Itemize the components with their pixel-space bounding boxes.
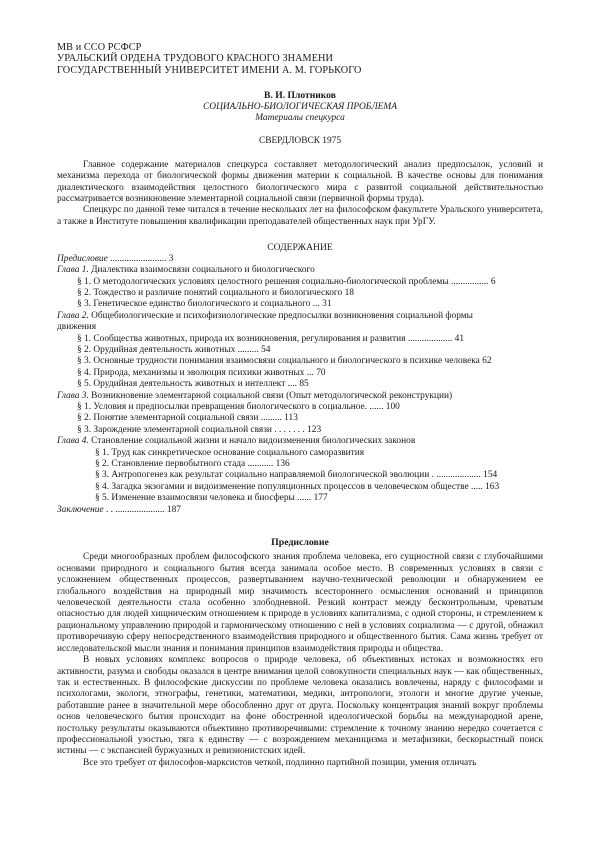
toc-entry-text: § 4. Загадка экзогамии и видоизменение популяционных процессов в человеческом обществе ..... 163 (95, 481, 500, 492)
toc-entry (57, 505, 543, 516)
toc-entry-text: ........................ 3 (107, 253, 174, 264)
toc-entry-text: § 1. Сообщества животных, природа их возникновения, регулирования и развития ................... 41 (77, 333, 465, 344)
toc-entry-text: § 3. Зарождение элементарной социальной связи . . . . . . . 123 (77, 424, 322, 435)
preface-paragraph: В новых условиях комплекс вопросов о природе человека, об объективных истоках и возможностях его активности, разума и свободы оказался в центре внимания целой совокупности специальных наук — как общественных, так и естественных. В философские дискуссии по проблеме человека оказались вовлечены, наряду с философами и психологами, экологи, этнографы, генетики, математики, медики, антропологи, этологи и многие другие ученые, работавшие ранее в значительной мере обособленно друг от друга. Поскольку концентрация знаний вокруг проблемы основ человеческого бытия происходит на фоне обостренной идеологической борьбы на международной арене, постольку результаты оказываются объективно противоречивыми: стремление к точному знанию нередко сочетается с профессиональной узостью, тяга к единству — с возрождением механицизма и метафизики, бескорыстный поиск истины — с экспансией буржуазных и ревизионистских идей. (57, 655, 543, 757)
toc-entry (57, 265, 543, 276)
toc-entry-lead: Глава 2. (57, 310, 89, 321)
toc-entry (57, 413, 543, 424)
toc-entry (57, 391, 543, 402)
toc-title: СОДЕРЖАНИЕ (267, 242, 333, 254)
toc-entry-text: § 1. О методологических условиях целостного решения социально-биологической проблемы ................ 6 (77, 276, 496, 287)
toc-entry-text: Возникновение элементарной социальной связи (Опыт методологической реконструкции) (88, 390, 453, 401)
toc-entry-text: § 3. Антропогенез как результат социально направляемой биологической эволюции . ................... 154 (95, 470, 498, 481)
publisher-header (57, 42, 543, 76)
toc-entry-text: § 3. Генетическое единство биологического и социального ... 31 (77, 299, 332, 310)
toc-entry-text: § 3. Основные трудности понимания взаимосвязи социального и биологического в психике человека 62 (77, 356, 492, 367)
toc-entry (57, 402, 543, 413)
toc-entry (57, 482, 543, 493)
abstract (57, 160, 543, 228)
toc-entry-text: § 1. Условия и предпосылки превращения биологического в социальное. ...... 100 (77, 401, 400, 412)
toc-entry (57, 448, 543, 459)
toc-entry (57, 277, 543, 288)
toc-entry-text: Общебиологические и психофизиологические предпосылки возникновения социальной формы (88, 310, 473, 321)
toc-entry-text: Становление социальной жизни и начало видоизменения биологических законов (88, 436, 416, 447)
toc-entry (57, 299, 543, 310)
header-line-ministry: МВ и ССО РСФСР (57, 42, 142, 53)
toc-entry (57, 470, 543, 481)
toc-entry-text: § 5. Орудийная деятельность животных и интеллект .... 85 (77, 379, 309, 390)
abstract-paragraph: Главное содержание материалов спецкурса составляет методологический анализ предпосылок, условий и механизма перехода от биологической формы движения материи к социальной. В качестве основы для понимания диалектического взаимодействия целостного биологического мира с развитой социальной действительностью рассматривается возникновение элементарной социальной связи (первичной формы труда). (57, 159, 543, 205)
preface-body (57, 552, 543, 769)
toc-entry-text: § 4. Природа, механизмы и эволюция психики животных ... 70 (77, 367, 326, 378)
preface-paragraph: Все это требует от философов-марксистов четкой, подлинно партийной позиции, умения отличать (83, 757, 477, 768)
toc-entry-lead: Глава 3. (57, 390, 89, 401)
toc-entry-text: § 2. Орудийная деятельность животных ......... 54 (77, 344, 271, 355)
toc-entry-text: . . ..................... 187 (103, 504, 181, 515)
header-line-university-name: ГОСУДАРСТВЕННЫЙ УНИВЕРСИТЕТ ИМЕНИ А. М. ГОРЬКОГО (57, 64, 362, 76)
toc-entry (57, 334, 543, 345)
toc-entry-lead: Глава 1. (57, 265, 89, 276)
table-of-contents (57, 254, 543, 516)
toc-entry (57, 368, 543, 379)
city-year: СВЕРДЛОВСК 1975 (258, 136, 342, 147)
author-name: В. И. Плотников (264, 90, 336, 102)
toc-entry (57, 288, 543, 299)
abstract-paragraph: Спецкурс по данной теме читался в течение нескольких лет на философском факультете Уральского университета, а также в Институте повышения квалификации преподавателей общественных наук при УрГУ. (57, 205, 543, 227)
toc-entry-text: § 2. Тождество и различие понятий социального и биологического 18 (77, 287, 354, 298)
toc-entry-text: движения (57, 322, 97, 333)
toc-entry-text: Диалектика взаимосвязи социального и биологического (88, 265, 315, 276)
preface-paragraph: Среди многообразных проблем философского знания проблема человека, его сущностной связи с глубочайшими основами природного и социального бытия всегда занимала особое место. В современных условиях в связи с усложнением общественных процессов, развертыванием научно-технической революции и обнаружением ее глобального воздействия на природный мир значимость всестороннего осмысления оснований и принципов человеческой деятельности стала особенно злободневной. Резкий контраст между бесконтрольным, чреватым опасностью для людей хищническим отношением к природе в условиях капитализма, с одной стороны, и стремлением к рациональному управлению природой и гармоническому отношению с ней в условиях социализма — с другой, обнажил противоречивую сферу непосредственного взаимодействия природного и общественного бытия. Сама жизнь требует от исследовательской мысли знания и понимания принципов взаимодействия природы и общества. (57, 552, 543, 654)
toc-entry (57, 379, 543, 390)
toc-entry (57, 493, 543, 504)
toc-entry-lead: Глава 4. (57, 436, 89, 447)
toc-entry (57, 436, 543, 447)
toc-entry (57, 311, 543, 322)
toc-entry-text: § 5. Изменение взаимосвязи человека и биосферы ...... 177 (95, 493, 328, 504)
toc-entry-text: § 2. Понятие элементарной социальной связи ......... 113 (77, 413, 298, 424)
toc-entry (57, 254, 543, 265)
toc-entry-text: § 2. Становление первобытного стада ........... 136 (95, 459, 290, 469)
toc-entry-lead: Заключение (57, 504, 104, 515)
toc-entry (57, 345, 543, 356)
toc-entry-text: § 1. Труд как синкретическое основание социального саморазвития (95, 447, 365, 458)
toc-entry-lead: Предисловие (57, 253, 108, 264)
toc-entry (57, 356, 543, 367)
toc-entry (57, 322, 543, 333)
header-line-university-order: УРАЛЬСКИЙ ОРДЕНА ТРУДОВОГО КРАСНОГО ЗНАМЕНИ (57, 53, 333, 65)
document-subtitle: Материалы спецкурса (255, 113, 345, 124)
document-title: СОЦИАЛЬНО-БИОЛОГИЧЕСКАЯ ПРОБЛЕМА (203, 101, 397, 112)
preface-title: Предисловие (271, 537, 329, 549)
toc-entry (57, 459, 543, 470)
toc-entry (57, 425, 543, 436)
